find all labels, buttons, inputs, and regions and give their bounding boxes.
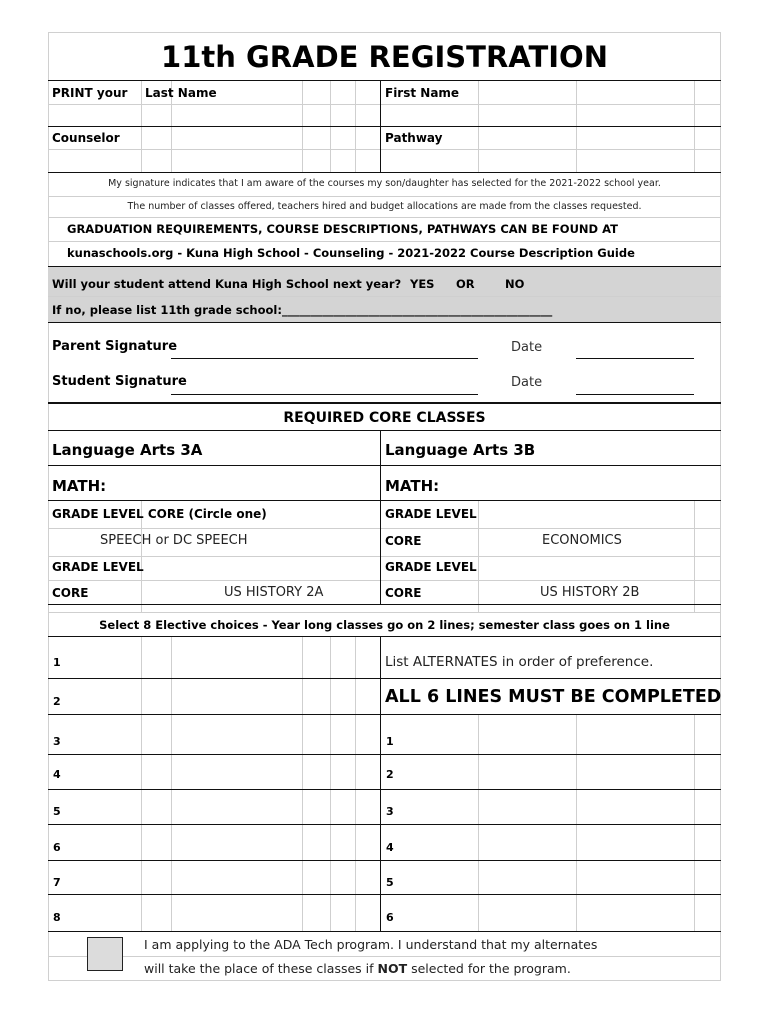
alternates-requirement: ALL 6 LINES MUST BE COMPLETED — [385, 687, 722, 707]
pathway-field[interactable] — [385, 150, 715, 170]
parent-date-field[interactable] — [577, 335, 693, 357]
grade-level-label-2: GRADE LEVEL — [52, 560, 144, 574]
math-field-b[interactable] — [440, 475, 715, 497]
parent-date-label: Date — [511, 340, 543, 355]
elective-number: 1 — [53, 656, 61, 669]
student-signature-label: Student Signature — [52, 374, 187, 389]
elective-field-5[interactable] — [66, 791, 378, 822]
alternate-field-5[interactable] — [398, 862, 716, 892]
student-date-field[interactable] — [577, 371, 693, 393]
elective-number: 5 — [53, 805, 61, 818]
core-heading: REQUIRED CORE CLASSES — [283, 410, 486, 426]
counselor-label: Counselor — [52, 131, 120, 145]
alternate-field-1[interactable] — [398, 716, 716, 752]
first-name-field[interactable] — [385, 105, 715, 125]
core-label-3: CORE — [385, 586, 422, 600]
alternate-field-2[interactable] — [398, 756, 716, 787]
pathway-label: Pathway — [385, 131, 443, 145]
elective-field-6[interactable] — [66, 826, 378, 858]
elective-field-3[interactable] — [66, 716, 378, 752]
first-name-label: First Name — [385, 86, 460, 100]
parent-signature-label: Parent Signature — [52, 339, 178, 354]
form-title: 11th GRADE REGISTRATION — [161, 40, 608, 74]
print-your-label: PRINT your — [52, 86, 128, 100]
grade-level-label-1: GRADE LEVEL — [385, 507, 477, 521]
attend-question: Will your student attend Kuna High School next year? — [52, 277, 402, 291]
student-signature-field[interactable] — [172, 371, 477, 393]
language-arts-3a: Language Arts 3A — [52, 441, 203, 459]
elective-field-8[interactable] — [66, 896, 378, 929]
grade-level-label-3: GRADE LEVEL — [385, 560, 477, 574]
speech-option[interactable]: SPEECH or DC SPEECH — [100, 533, 248, 548]
math-label-b: MATH: — [385, 477, 440, 495]
elective-number: 4 — [53, 768, 61, 781]
alternate-number: 1 — [386, 735, 394, 748]
alternate-number: 6 — [386, 911, 394, 924]
math-label-a: MATH: — [52, 477, 107, 495]
course-guide-link[interactable]: kunaschools.org - Kuna High School - Counseling - 2021-2022 Course Description Guide — [67, 246, 635, 260]
notice-line-1: My signature indicates that I am aware of the courses my son/daughter has selected for the 2021-2022 school year. — [108, 178, 661, 189]
elective-field-2[interactable] — [66, 680, 378, 712]
notice-line-2: The number of classes offered, teachers hired and budget allocations are made from the classes requested. — [127, 201, 642, 212]
elective-number: 8 — [53, 911, 61, 924]
if-no-school-prompt[interactable]: If no, please list 11th grade school:_______________________________________________ — [52, 303, 553, 317]
elective-number: 7 — [53, 876, 61, 889]
counselor-field[interactable] — [52, 150, 377, 170]
economics-course: ECONOMICS — [542, 533, 622, 548]
grade-level-core-circle-label: GRADE LEVEL CORE (Circle one) — [52, 507, 267, 521]
elective-field-7[interactable] — [66, 862, 378, 892]
alternate-number: 2 — [386, 768, 394, 781]
alternate-number: 5 — [386, 876, 394, 889]
core-label-2: CORE — [52, 586, 89, 600]
last-name-label: Last Name — [145, 86, 217, 100]
us-history-2b-course: US HISTORY 2B — [540, 585, 640, 600]
alternate-field-4[interactable] — [398, 826, 716, 858]
us-history-2a-course: US HISTORY 2A — [224, 585, 324, 600]
ada-tech-checkbox[interactable] — [87, 937, 123, 971]
elective-field-4[interactable] — [66, 756, 378, 787]
elective-field-1[interactable] — [66, 638, 378, 676]
yes-option[interactable]: YES — [410, 277, 435, 291]
alternates-instruction: List ALTERNATES in order of preference. — [385, 654, 654, 670]
last-name-field[interactable] — [145, 105, 375, 125]
ada-tech-statement-line-1: I am applying to the ADA Tech program. I understand that my alternates — [144, 937, 598, 952]
or-label: OR — [456, 277, 475, 291]
electives-heading: Select 8 Elective choices - Year long classes go on 2 lines; semester class goes on 1 line — [99, 618, 670, 632]
student-date-label: Date — [511, 375, 543, 390]
alternate-field-6[interactable] — [398, 896, 716, 929]
ada-tech-statement-line-2: will take the place of these classes if NOT selected for the program. — [144, 961, 571, 976]
alternate-number: 4 — [386, 841, 394, 854]
language-arts-3b: Language Arts 3B — [385, 441, 536, 459]
elective-number: 3 — [53, 735, 61, 748]
notice-line-3: GRADUATION REQUIREMENTS, COURSE DESCRIPTIONS, PATHWAYS CAN BE FOUND AT — [67, 222, 618, 236]
alternate-number: 3 — [386, 805, 394, 818]
math-field-a[interactable] — [110, 475, 375, 497]
elective-number: 2 — [53, 695, 61, 708]
core-label-1: CORE — [385, 534, 422, 548]
parent-signature-field[interactable] — [172, 335, 477, 357]
no-option[interactable]: NO — [505, 277, 525, 291]
elective-number: 6 — [53, 841, 61, 854]
alternate-field-3[interactable] — [398, 791, 716, 822]
